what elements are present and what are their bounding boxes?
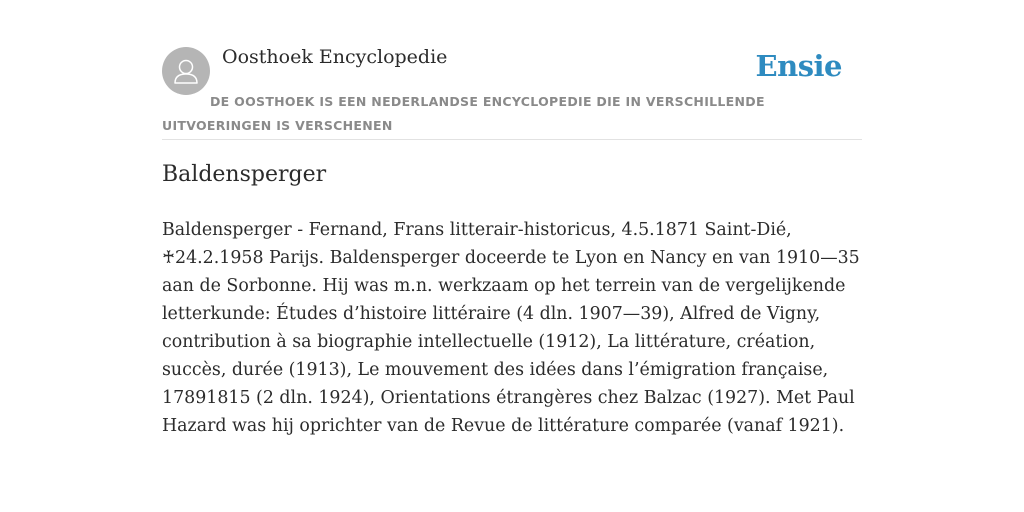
page	[162, 0, 862, 436]
user-icon	[162, 47, 210, 95]
brand-logo[interactable]: Ensie	[755, 49, 842, 83]
article-body: Baldensperger - Fernand, Frans litterair-historicus, 4.5.1871 Saint-Dié, ♰24.2.1958 Parijs. Baldensperger doceerde te Lyon en Nancy en van 1910—35 aan de Sorbonne. Hij was m.n. werkzaam op het terrein van de vergelijkende letterkunde: Études d’histoire littéraire (4 dln. 1907—39), Alfred de Vigny, contribution à sa biographie intellectuelle (1912), La littérature, création, succès, durée (1913), Le mouvement des idées dans l’émigration française, 17891815 (2 dln. 1924), Orientations étrangères chez Balzac (1927). Met Paul Hazard was hij oprichter van de Revue de littérature comparée (vanaf 1921).	[162, 220, 860, 436]
source-description: DE OOSTHOEK IS EEN NEDERLANDSE ENCYCLOPEDIE DIE IN VERSCHILLENDE UITVOERINGEN IS VERSCHENEN	[162, 94, 765, 133]
source-name[interactable]: Oosthoek Encyclopedie	[222, 46, 448, 68]
header	[162, 0, 862, 140]
article-title: Baldensperger	[162, 162, 327, 187]
source-avatar[interactable]	[162, 47, 210, 95]
